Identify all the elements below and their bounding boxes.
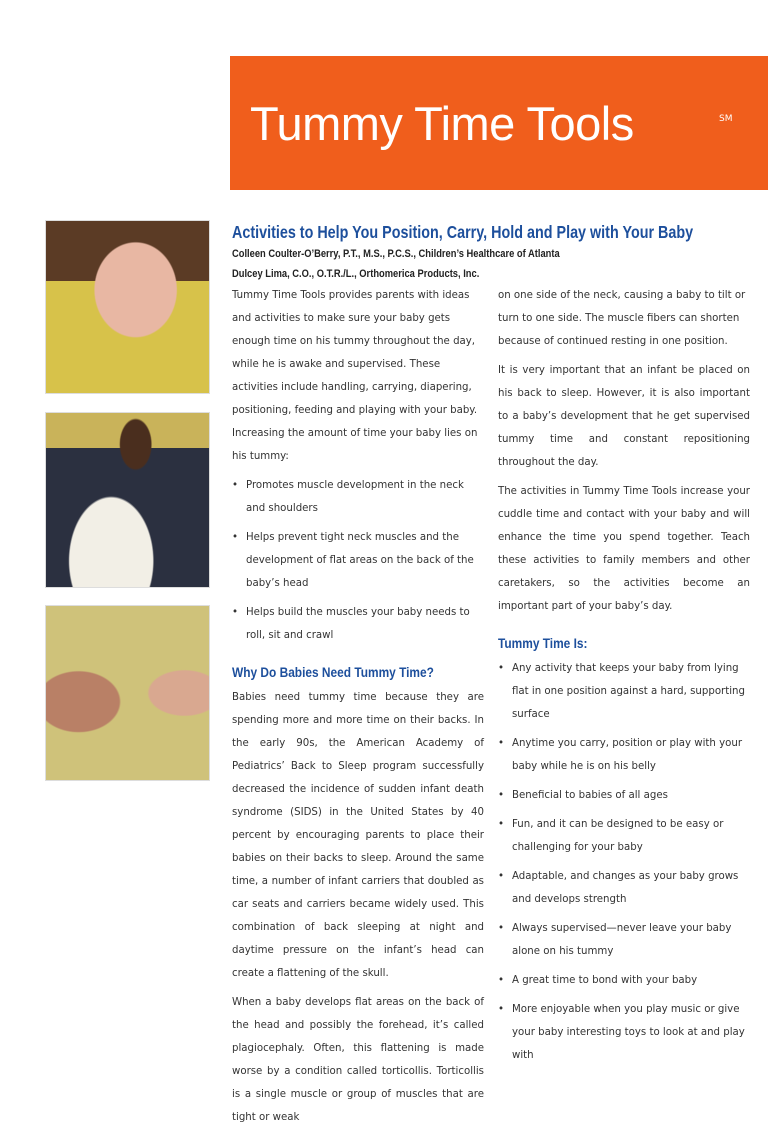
- service-mark: SM: [719, 114, 733, 124]
- photo-father-holding-baby: [45, 412, 210, 588]
- list-item: • Anytime you carry, position or play with your baby while he is on his belly: [498, 732, 750, 778]
- paragraph: The activities in Tummy Time Tools increase your cuddle time and contact with your baby and will enhance the time you spend together. Teach these activities to family members and other caretakers, so the activities become an important part of your baby’s day.: [498, 486, 750, 612]
- section-heading-why: Why Do Babies Need Tummy Time?: [232, 664, 434, 680]
- paragraph: Babies need tummy time because they are spending more and more time on their backs. In the early 90s, the American Academy of Pediatrics’ Back to Sleep program successfully decreased the incidence of sudden infant death syndrome (SIDS) in the United States by 40 percent by encouraging parents to place their babies on their backs to sleep. Around the same time, a number of infant carriers that doubled as car seats and carriers became widely used. This combination of back sleeping at night and daytime pressure on the infant’s head can create a flattening of the skull.: [232, 692, 484, 979]
- list-item: • Adaptable, and changes as your baby grows and develops strength: [498, 865, 750, 911]
- section-heading-tummy-time-is: Tummy Time Is:: [498, 635, 588, 651]
- list-item: • Fun, and it can be designed to be easy or challenging for your baby: [498, 813, 750, 859]
- tummy-time-list: [498, 657, 750, 1067]
- author-2: Dulcey Lima, C.O., O.T.R./L., Orthomerica Products, Inc.: [232, 268, 480, 280]
- list-item: • Promotes muscle development in the neck and shoulders: [232, 474, 484, 520]
- list-item: • More enjoyable when you play music or give your baby interesting toys to look at and play with: [498, 998, 750, 1067]
- paragraph: on one side of the neck, causing a baby to tilt or turn to one side. The muscle fibers can shorten because of continued resting in one position.: [498, 290, 746, 347]
- intro-paragraph: Tummy Time Tools provides parents with ideas and activities to make sure your baby gets enough time on his tummy throughout the day, while he is awake and supervised. These activities include handling, carrying, diapering, positioning, feeding and playing with your baby. Increasing the amount of time your baby lies on his tummy:: [232, 290, 478, 462]
- list-item: • Helps prevent tight neck muscles and the development of flat areas on the back of the baby’s head: [232, 526, 484, 595]
- list-item: • Helps build the muscles your baby needs to roll, sit and crawl: [232, 601, 484, 647]
- column-left: [232, 284, 484, 1135]
- photo-mother-and-child-playing: [45, 605, 210, 781]
- benefits-list: [232, 474, 484, 647]
- paragraph: It is very important that an infant be placed on his back to sleep. However, it is also important to a baby’s development that he get supervised tummy time and constant repositioning throughout the day.: [498, 365, 750, 468]
- list-item: • A great time to bond with your baby: [498, 969, 750, 992]
- paragraph: When a baby develops flat areas on the back of the head and possibly the forehead, it’s called plagiocephaly. Often, this flattening is made worse by a condition called torticollis. Torticollis is a single muscle or group of muscles that are tight or weak: [232, 997, 484, 1123]
- column-right: [498, 284, 750, 1073]
- list-item: • Always supervised—never leave your baby alone on his tummy: [498, 917, 750, 963]
- list-item: • Any activity that keeps your baby from lying flat in one position against a hard, supporting surface: [498, 657, 750, 726]
- document-heading: Activities to Help You Position, Carry, Hold and Play with Your Baby: [232, 222, 694, 242]
- banner-title: Tummy Time Tools: [250, 97, 634, 150]
- author-1: Colleen Coulter-O’Berry, P.T., M.S., P.C.S., Children’s Healthcare of Atlanta: [232, 248, 560, 260]
- photo-baby-tummy: [45, 220, 210, 394]
- list-item: • Beneficial to babies of all ages: [498, 784, 750, 807]
- title-banner: [230, 56, 768, 190]
